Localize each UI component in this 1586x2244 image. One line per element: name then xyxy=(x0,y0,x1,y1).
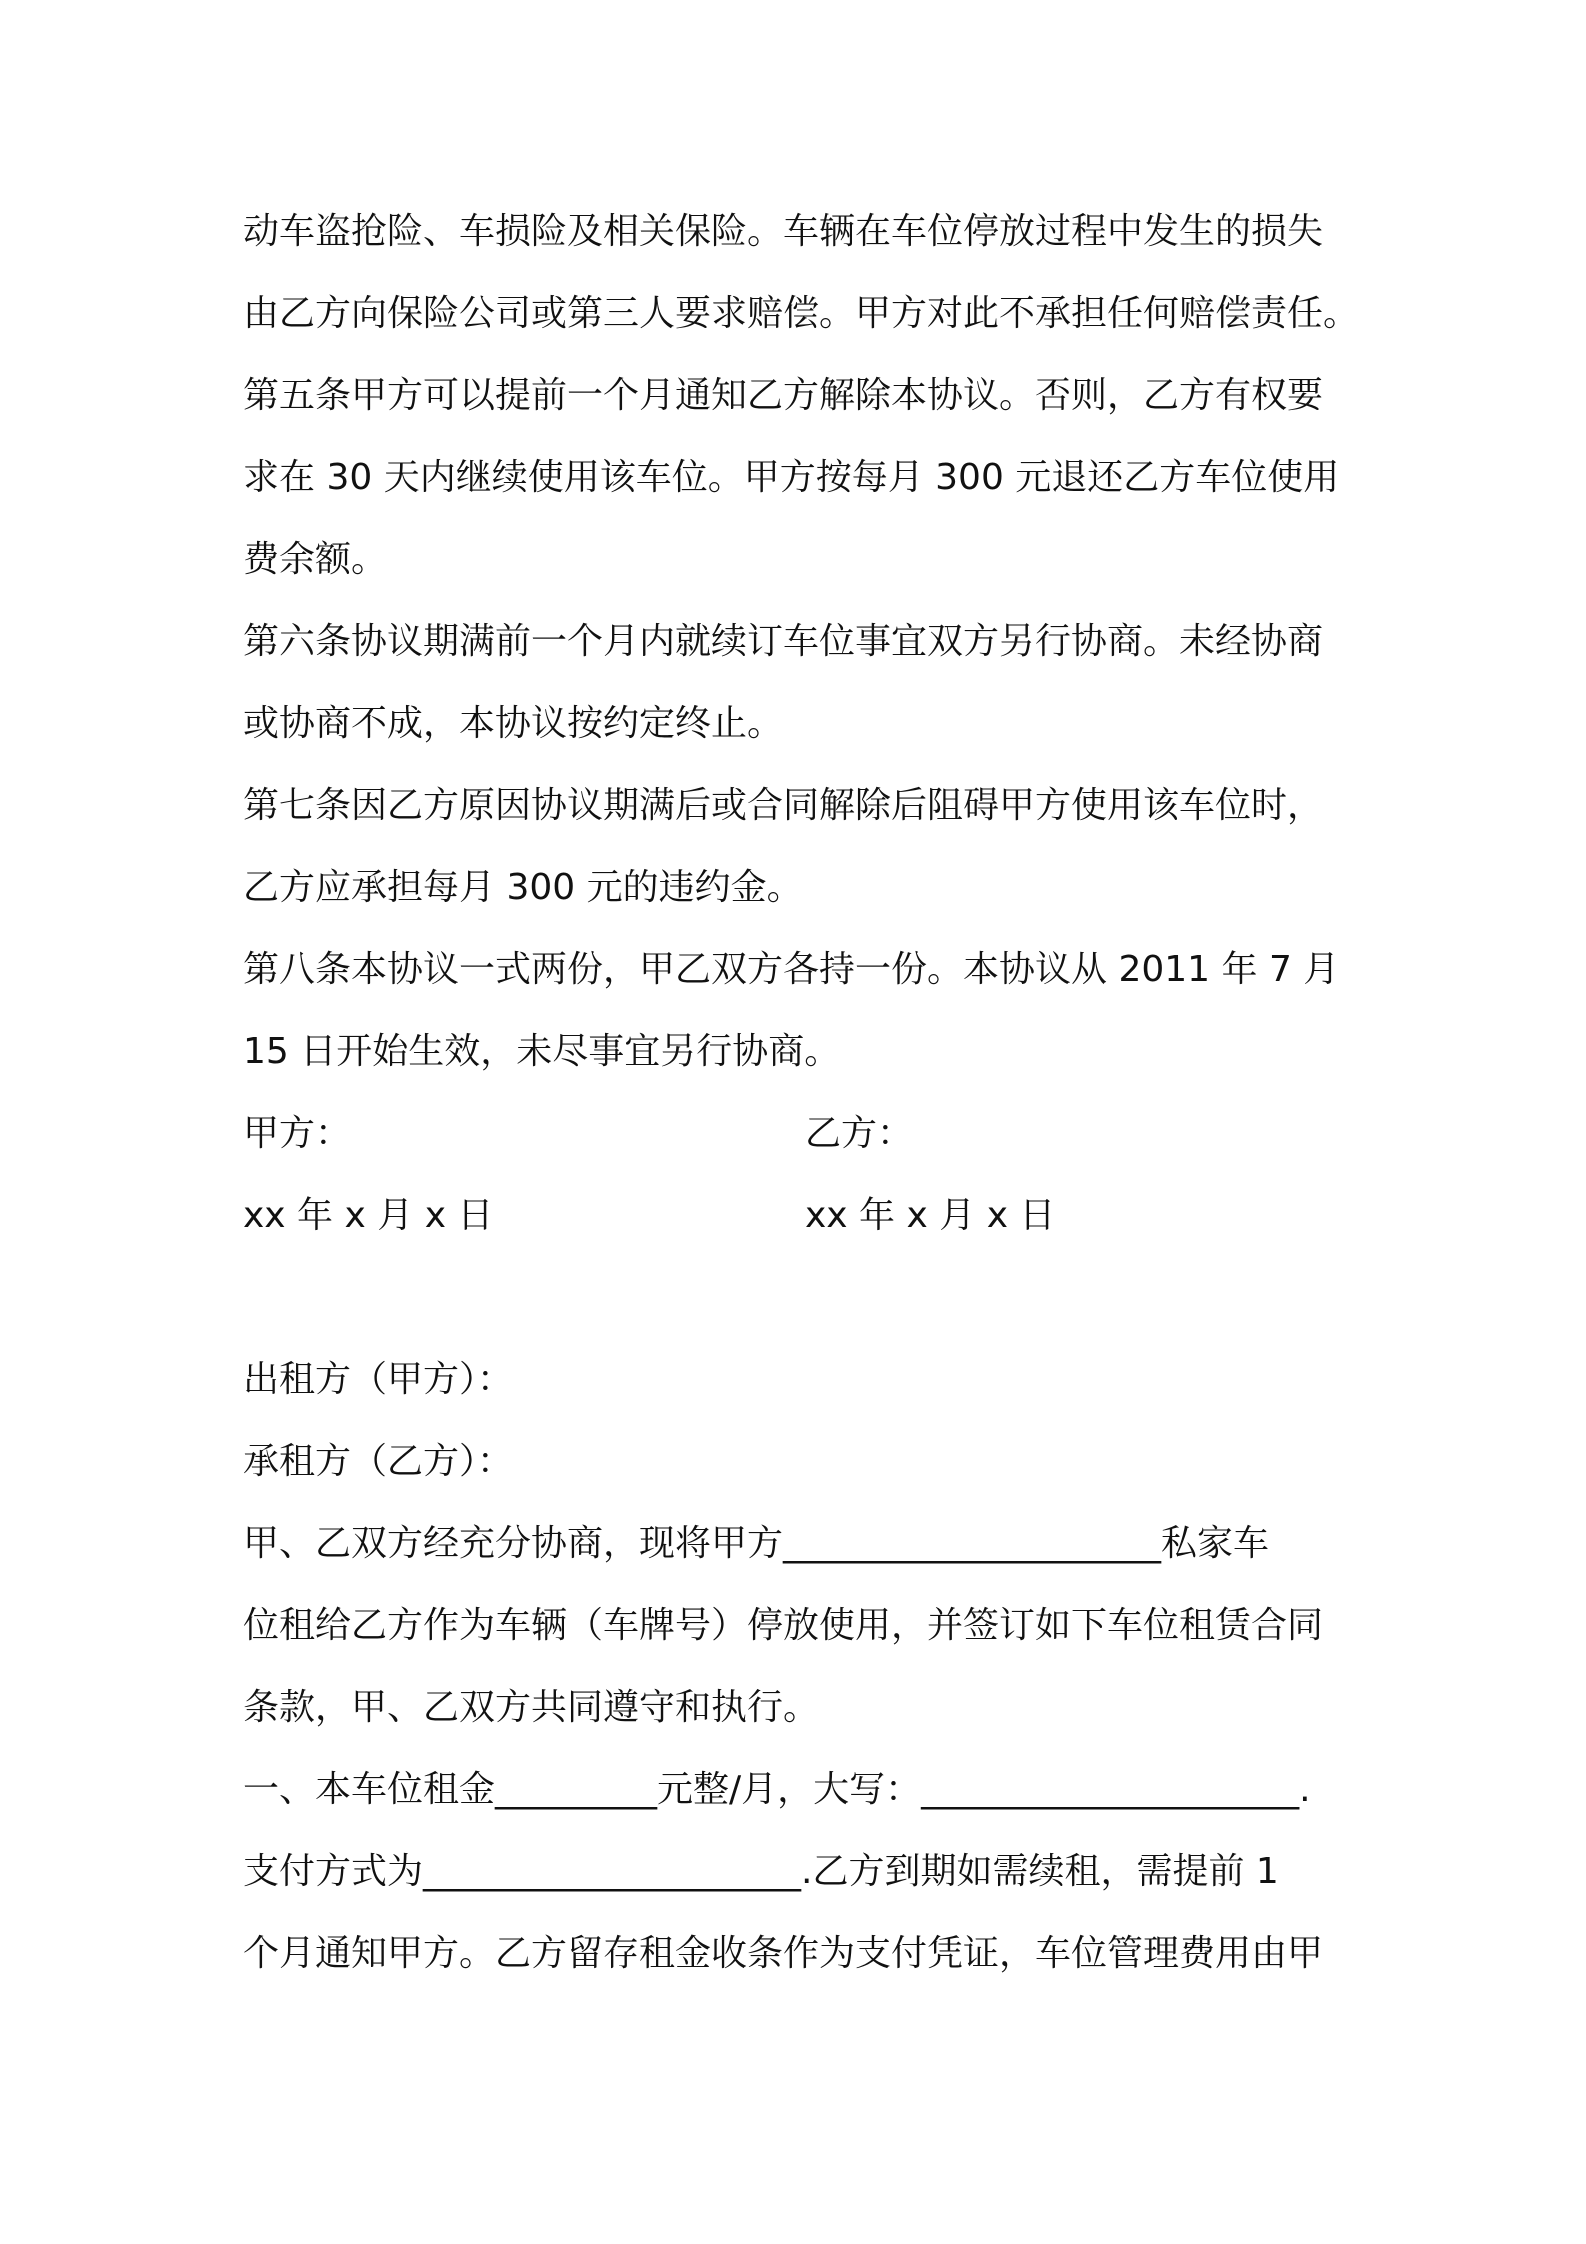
article-6-line: 或协商不成，本协议按约定终止。 xyxy=(243,703,784,744)
rent-clause-line: 一、本车位租金_________元整/月，大写：_____________________. xyxy=(243,1769,1311,1810)
party-a-signature-date: xx 年 x 月 x 日 xyxy=(243,1195,494,1236)
article-8-line: 15 日开始生效，未尽事宜另行协商。 xyxy=(243,1031,841,1072)
rent-clause-line: 个月通知甲方。乙方留存租金收条作为支付凭证，车位管理费用由甲 xyxy=(243,1933,1324,1974)
paragraph-line: 由乙方向保险公司或第三人要求赔偿。甲方对此不承担任何赔偿责任。 xyxy=(243,293,1360,334)
contract-intro-line: 条款，甲、乙双方共同遵守和执行。 xyxy=(243,1687,820,1728)
article-5-line: 第五条甲方可以提前一个月通知乙方解除本协议。否则，乙方有权要 xyxy=(243,375,1324,416)
paragraph-line: 动车盗抢险、车损险及相关保险。车辆在车位停放过程中发生的损失 xyxy=(243,211,1324,252)
rent-clause-line: 支付方式为_____________________.乙方到期如需续租，需提前 1 xyxy=(243,1851,1279,1892)
lessor-label: 出租方（甲方）： xyxy=(243,1359,514,1400)
contract-intro-line: 位租给乙方作为车辆（车牌号）停放使用，并签订如下车位租赁合同 xyxy=(243,1605,1324,1646)
article-6-line: 第六条协议期满前一个月内就续订车位事宜双方另行协商。未经协商 xyxy=(243,621,1324,662)
party-b-signature-date: xx 年 x 月 x 日 xyxy=(805,1195,1056,1236)
lessee-label: 承租方（乙方）： xyxy=(243,1441,514,1482)
party-b-signature-label: 乙方： xyxy=(805,1113,914,1154)
article-8-line: 第八条本协议一式两份，甲乙双方各持一份。本协议从 2011 年 7 月 xyxy=(243,949,1340,990)
party-a-signature-label: 甲方： xyxy=(243,1113,352,1154)
article-5-line: 费余额。 xyxy=(243,539,388,580)
article-7-line: 乙方应承担每月 300 元的违约金。 xyxy=(243,867,803,908)
article-7-line: 第七条因乙方原因协议期满后或合同解除后阻碍甲方使用该车位时， xyxy=(243,785,1324,826)
contract-intro-line: 甲、乙双方经充分协商，现将甲方_____________________私家车 xyxy=(243,1523,1270,1564)
article-5-line: 求在 30 天内继续使用该车位。甲方按每月 300 元退还乙方车位使用 xyxy=(243,457,1340,498)
